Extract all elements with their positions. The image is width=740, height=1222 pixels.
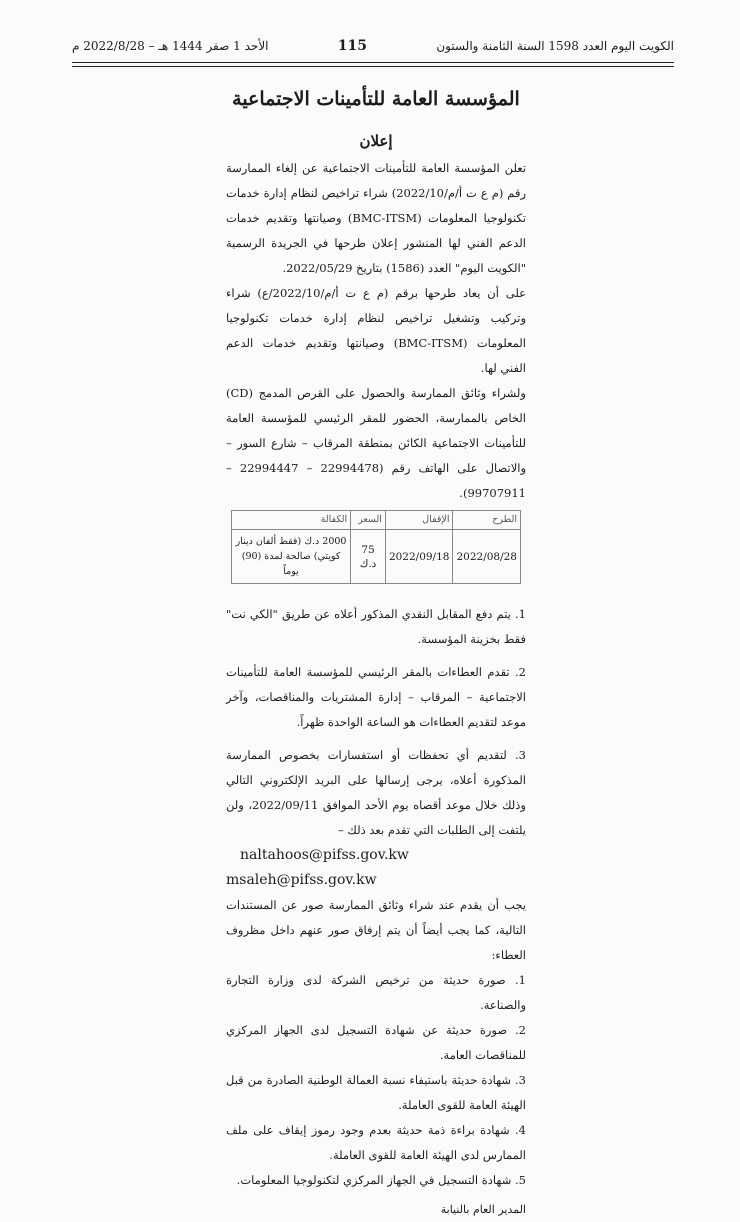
tender-table-header — [232, 511, 521, 530]
list-item: 5. شهادة التسجيل في الجهاز المركزي لتكنولوجيا المعلومات. — [236, 1173, 526, 1187]
col-bond: الكفالة — [232, 511, 351, 530]
cell-close-date: 2022/09/18 — [385, 530, 453, 584]
header-rule — [72, 62, 674, 63]
email-link[interactable]: naltahoos@pifss.gov.kw — [240, 847, 409, 863]
page-header — [72, 34, 674, 58]
cell-issue-date: 2022/08/28 — [453, 530, 521, 584]
organization-title: المؤسسة العامة للتأمينات الاجتماعية — [232, 88, 520, 110]
cell-price: 75 د.ك — [351, 530, 386, 584]
list-item: 2. صورة حديثة عن شهادة التسجيل لدى الجهاز المركزي للمناقصات العامة. — [226, 1023, 526, 1062]
documents-intro: يجب أن يقدم عند شراء وثائق الممارسة صور عن المستندات التالية، كما يجب أيضاً أن يتم إرفاق صور عنهم داخل مظروف العطاء: — [226, 898, 526, 962]
list-item: 1. صورة حديثة من ترخيص الشركة لدى وزارة التجارة والصناعة. — [226, 973, 526, 1012]
header-rule-thin — [72, 66, 674, 67]
paragraph-purchase: ولشراء وثائق الممارسة والحصول على القرص المدمج (CD) الخاص بالممارسة، الحضور للمقر الرئيسي للمؤسسة العامة للتأمينات الاجتماعية الكائن بمنطقة المرقاب – شارع السور – والاتصال على الهاتف رقم (22994478 – 22994447 – 99707911). — [226, 386, 527, 500]
signature: المدير العام بالنيابة — [440, 1203, 526, 1216]
tender-table — [231, 510, 521, 584]
page-number: 115 — [337, 38, 368, 54]
list-item: 1. يتم دفع المقابل النقدي المذكور أعلاه عن طريق "الكي نت" فقط بخزينة المؤسسة. — [226, 607, 526, 646]
col-price: السعر — [351, 511, 386, 530]
announcement-column — [226, 78, 526, 1222]
list-item: 3. شهادة حديثة باستيفاء نسبة العمالة الوطنية الصادرة من قبل الهيئة العامة للقوى العاملة. — [226, 1073, 526, 1112]
cell-bond: 2000 د.ك (فقط ألفان دينار كويتي) صالحة لمدة (90) يوماً — [232, 530, 351, 584]
col-issue: الطرح — [453, 511, 521, 530]
announcement-heading: إعلان — [359, 132, 393, 150]
header-date: الأحد 1 صفر 1444 هـ – 2022/8/28 م — [72, 39, 269, 53]
table-row — [232, 530, 521, 584]
email-link[interactable]: msaleh@pifss.gov.kw — [226, 872, 377, 888]
list-item: 2. تقدم العطاءات بالمقر الرئيسي للمؤسسة العامة للتأمينات الاجتماعية – المرقاب – إدارة المشتريات والمناقصات، وآخر موعد لتقديم العطاءات هو الساعة الواحدة ظهراً. — [226, 665, 526, 729]
paragraph-reissue: على أن يعاد طرحها برقم (م ع ت أ/م/2022/10/ع) شراء وتركيب وتشغيل تراخيص لنظام إدارة خدمات تكنولوجيا المعلومات (BMC-ITSM) وصيانتها وتقديم خدمات الدعم الفني لها. — [226, 286, 527, 375]
header-issue: الكويت اليوم العدد 1598 السنة الثامنة والستون — [436, 39, 674, 53]
list-item: 3. لتقديم أي تحفظات أو استفسارات بخصوص الممارسة المذكورة أعلاه، يرجى إرسالها على البريد الإلكتروني التالي وذلك خلال موعد أقصاه يوم الأحد الموافق 2022/09/11، ولن يلتفت إلى الطلبات التي تقدم بعد ذلك – — [226, 748, 526, 837]
list-item: 4. شهادة براءة ذمة حديثة بعدم وجود رموز إيقاف على ملف الممارس لدى الهيئة العامة للقوى العاملة. — [226, 1123, 526, 1162]
col-close: الإقفال — [385, 511, 453, 530]
paragraph-cancellation: تعلن المؤسسة العامة للتأمينات الاجتماعية عن إلغاء الممارسة رقم (م ع ت أ/م/2022/10) شراء تراخيص لنظام إدارة خدمات تكنولوجيا المعلومات (BMC-ITSM) وصيانتها وتقديم خدمات الدعم الفني لها المنشور إعلان طرحها في الجريدة الرسمية "الكويت اليوم" العدد (1586) بتاريخ 2022/05/29. — [226, 161, 527, 275]
